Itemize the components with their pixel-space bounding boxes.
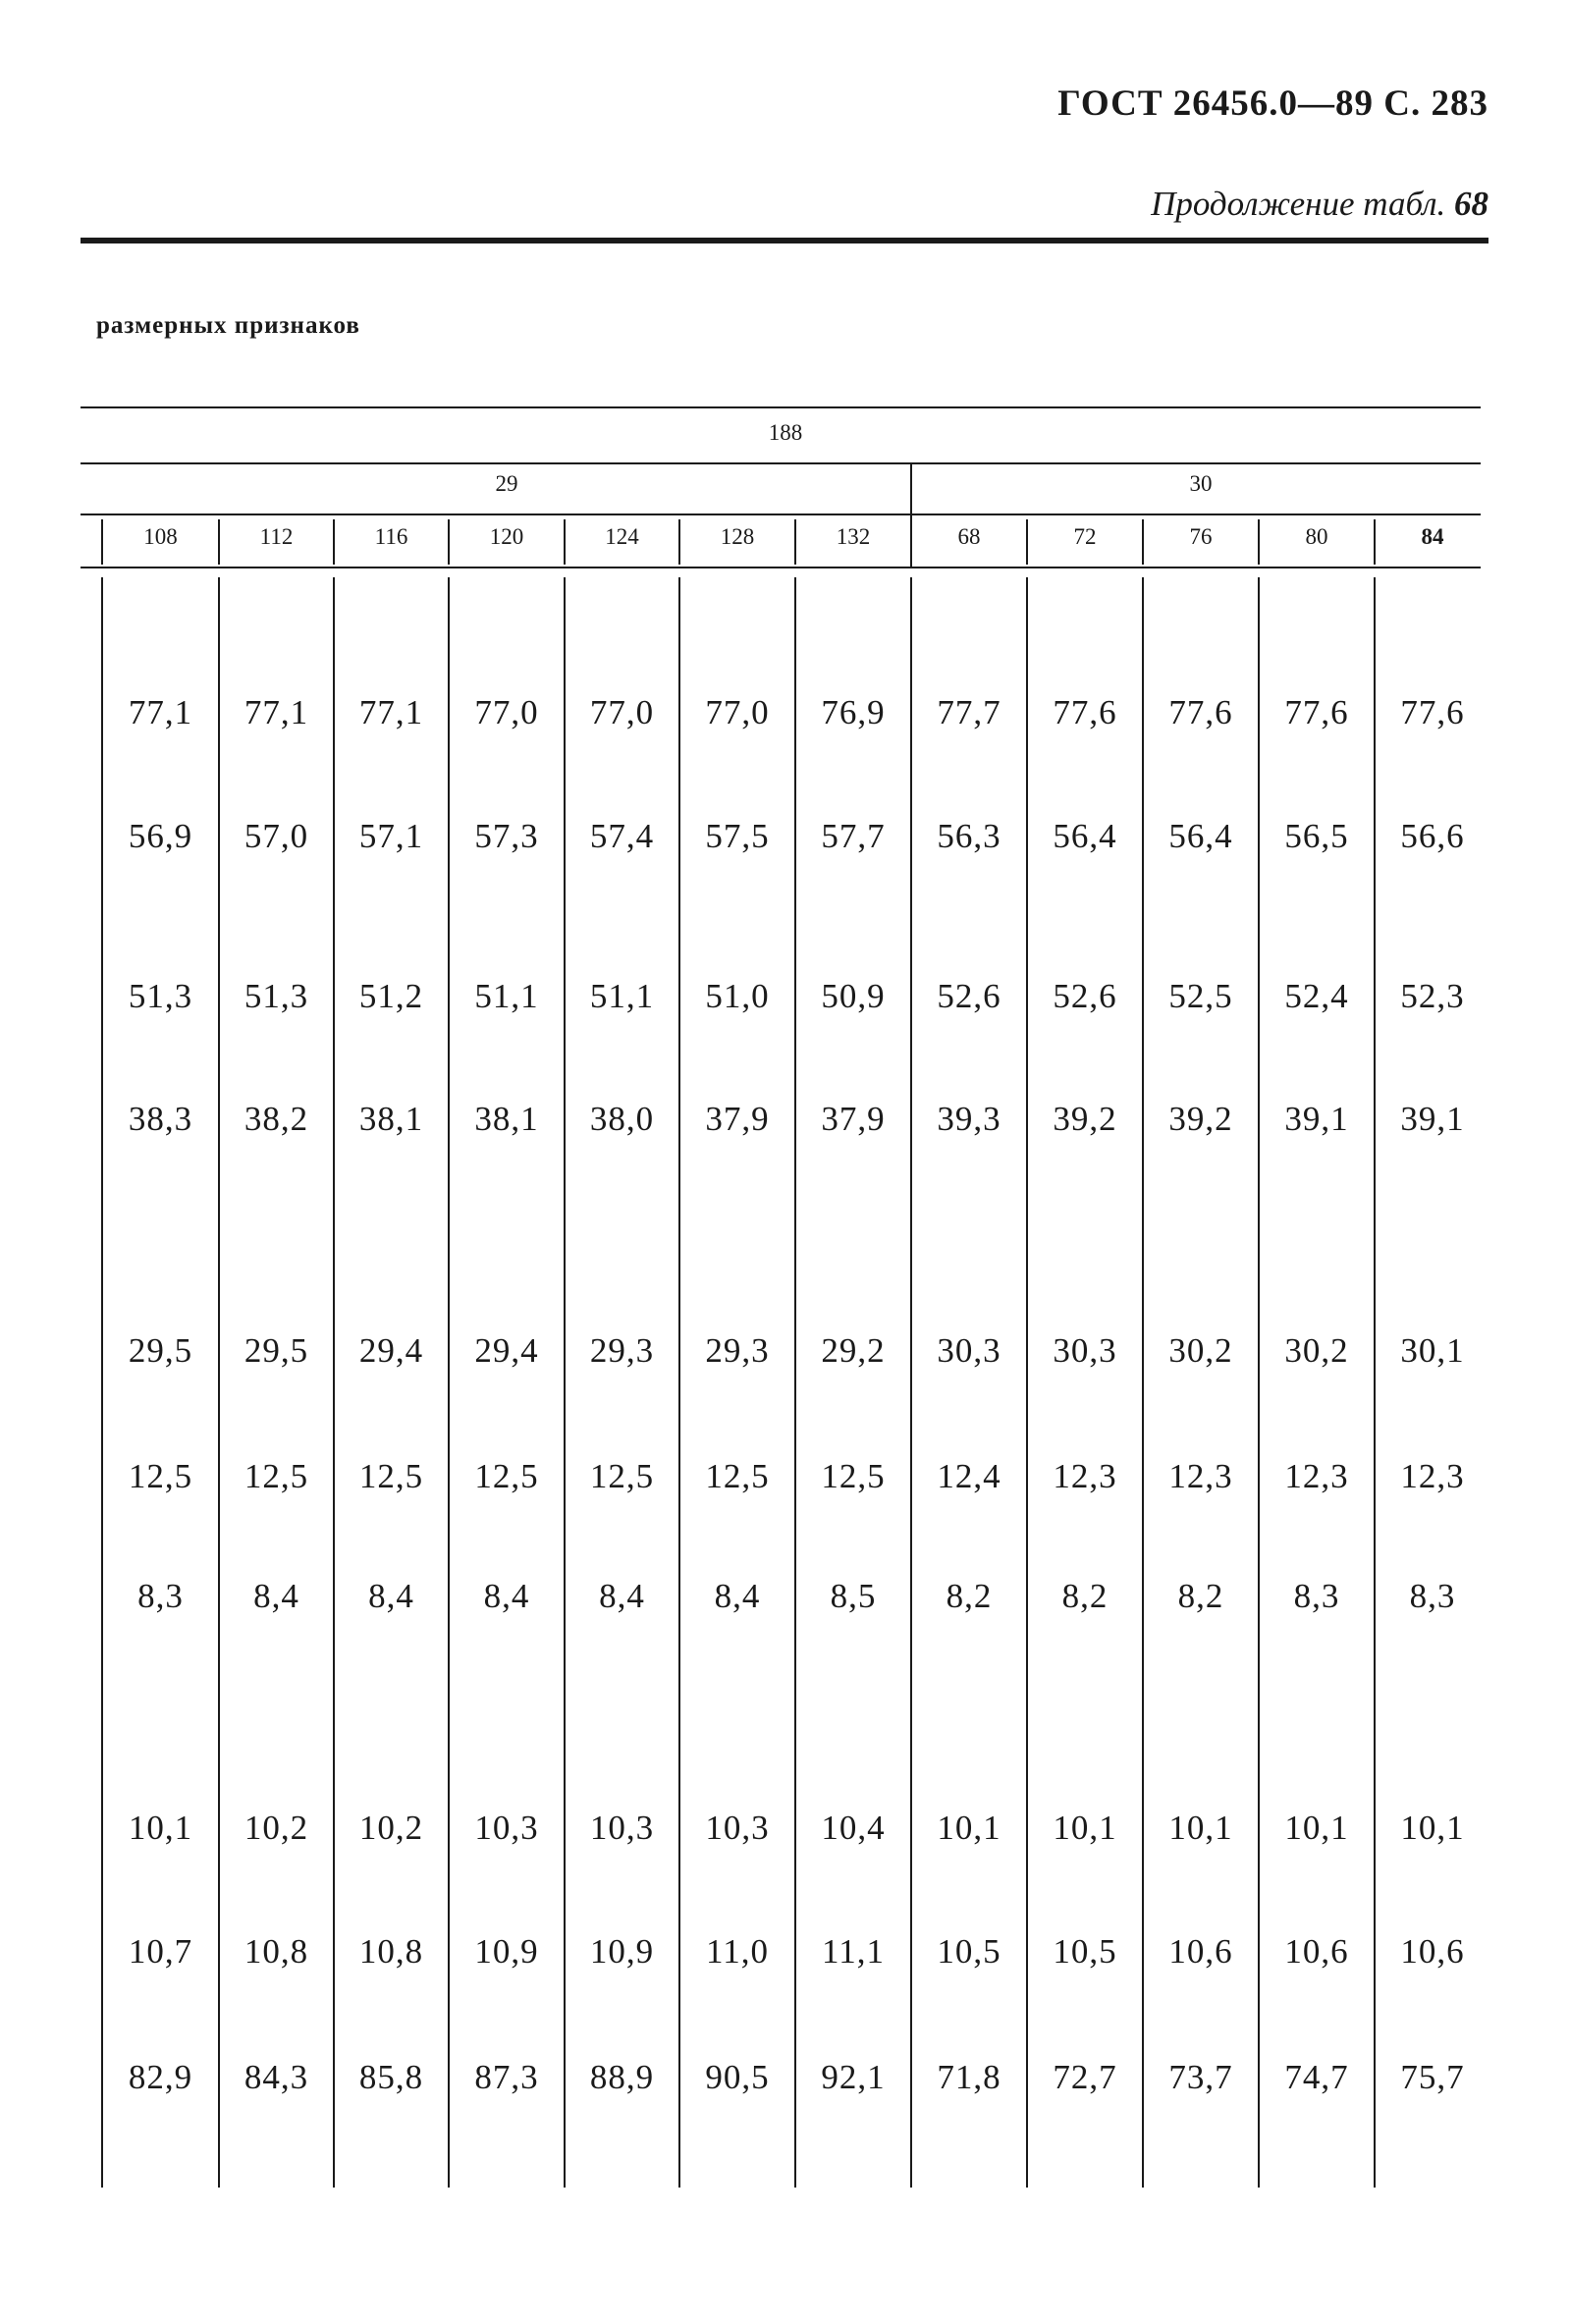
table-cell: 51,0: [705, 977, 770, 1015]
table-cell: 8,4: [253, 1577, 299, 1615]
header-bottom-rule: [81, 567, 1481, 568]
table-cell: 12,5: [128, 1457, 193, 1495]
table-cell: 10,1: [1284, 1809, 1349, 1847]
table-cell: 12,4: [937, 1457, 1001, 1495]
table-cell: 85,8: [358, 2058, 424, 2096]
table-cell: 10,1: [1400, 1809, 1465, 1847]
table-cell: 77,6: [1053, 693, 1117, 731]
table-number: 68: [1454, 185, 1488, 223]
table-cell: 71,8: [937, 2058, 1001, 2096]
table-cell: 30,1: [1400, 1331, 1465, 1370]
table-cell: 10,9: [474, 1932, 539, 1971]
column-header: 84: [1421, 524, 1444, 549]
body-column-separator: [910, 577, 912, 2188]
column-header: 76: [1189, 524, 1213, 549]
table-cell: 29,4: [358, 1331, 424, 1370]
table-cell: 56,3: [937, 817, 1001, 855]
table-cell: 37,9: [821, 1100, 886, 1138]
header-column-separator: [218, 519, 220, 565]
header-column-separator: [333, 519, 335, 565]
table-cell: 12,5: [243, 1457, 309, 1495]
table-cell: 10,1: [1168, 1809, 1233, 1847]
table-cell: 92,1: [821, 2058, 886, 2096]
table-cell: 8,3: [137, 1577, 184, 1615]
column-header: 124: [605, 524, 639, 549]
table-cell: 8,4: [368, 1577, 414, 1615]
table-cell: 10,2: [243, 1809, 309, 1847]
body-column-separator: [1258, 577, 1260, 2188]
table-cell: 38,2: [243, 1100, 309, 1138]
table-cell: 52,6: [937, 977, 1001, 1015]
table-cell: 39,3: [937, 1100, 1001, 1138]
table-cell: 10,1: [937, 1809, 1001, 1847]
table-cell: 52,5: [1168, 977, 1233, 1015]
table-cell: 11,1: [822, 1932, 885, 1971]
column-header: 112: [259, 524, 294, 549]
table-cell: 57,4: [589, 817, 655, 855]
table-cell: 10,3: [589, 1809, 655, 1847]
height-label: 188: [768, 420, 803, 445]
table-cell: 74,7: [1284, 2058, 1349, 2096]
table-cell: 57,7: [821, 817, 886, 855]
table-cell: 57,1: [358, 817, 424, 855]
column-header: 128: [720, 524, 755, 549]
table-cell: 51,3: [128, 977, 193, 1015]
table-cell: 12,5: [821, 1457, 886, 1495]
table-cell: 11,0: [706, 1932, 769, 1971]
header-column-separator: [1026, 519, 1028, 565]
table-cell: 77,6: [1400, 693, 1465, 731]
table-cell: 10,6: [1284, 1932, 1349, 1971]
table-cell: 77,1: [243, 693, 309, 731]
header-column-separator: [910, 519, 912, 565]
table-cell: 56,4: [1168, 817, 1233, 855]
table-cell: 30,2: [1168, 1331, 1233, 1370]
table-cell: 12,5: [589, 1457, 655, 1495]
body-column-separator: [794, 577, 796, 2188]
table-cell: 12,3: [1400, 1457, 1465, 1495]
table-cell: 8,4: [599, 1577, 645, 1615]
column-header: 132: [836, 524, 871, 549]
header-column-separator: [1142, 519, 1144, 565]
table-cell: 10,1: [128, 1809, 193, 1847]
table-cell: 52,6: [1053, 977, 1117, 1015]
table-cell: 10,5: [1053, 1932, 1117, 1971]
table-cell: 10,3: [705, 1809, 770, 1847]
table-cell: 87,3: [474, 2058, 539, 2096]
table-cell: 88,9: [589, 2058, 655, 2096]
table-cell: 8,5: [830, 1577, 877, 1615]
table-cell: 8,3: [1409, 1577, 1456, 1615]
body-column-separator: [1374, 577, 1376, 2188]
table-cell: 10,6: [1168, 1932, 1233, 1971]
table-cell: 29,3: [589, 1331, 655, 1370]
table-cell: 37,9: [705, 1100, 770, 1138]
table-cell: 29,5: [128, 1331, 193, 1370]
table-cell: 10,4: [821, 1809, 886, 1847]
table-cell: 10,2: [358, 1809, 424, 1847]
table-cell: 56,5: [1284, 817, 1349, 855]
table-cell: 75,7: [1400, 2058, 1465, 2096]
body-column-separator: [1142, 577, 1144, 2188]
table-cell: 56,4: [1053, 817, 1117, 855]
table-cell: 39,2: [1053, 1100, 1117, 1138]
table-cell: 12,5: [358, 1457, 424, 1495]
table-cell: 56,6: [1400, 817, 1465, 855]
table-cell: 73,7: [1168, 2058, 1233, 2096]
table-top-rule: [81, 406, 1481, 408]
table-cell: 77,0: [589, 693, 655, 731]
table-cell: 30,2: [1284, 1331, 1349, 1370]
header-column-separator: [564, 519, 566, 565]
table-cell: 10,1: [1053, 1809, 1117, 1847]
table-cell: 10,3: [474, 1809, 539, 1847]
table-cell: 51,1: [474, 977, 539, 1015]
body-column-separator: [564, 577, 566, 2188]
table-cell: 10,8: [243, 1932, 309, 1971]
table-cell: 77,7: [937, 693, 1001, 731]
table-cell: 39,2: [1168, 1100, 1233, 1138]
body-column-separator: [678, 577, 680, 2188]
table-cell: 57,3: [474, 817, 539, 855]
table-cell: 10,5: [937, 1932, 1001, 1971]
table-cell: 30,3: [1053, 1331, 1117, 1370]
header-column-separator: [101, 519, 103, 565]
table-cell: 84,3: [243, 2058, 309, 2096]
table-cell: 29,3: [705, 1331, 770, 1370]
table-cell: 38,1: [358, 1100, 424, 1138]
table-cell: 76,9: [821, 693, 886, 731]
table-cell: 29,5: [243, 1331, 309, 1370]
table-cell: 77,1: [128, 693, 193, 731]
table-cell: 77,6: [1168, 693, 1233, 731]
table-cell: 10,6: [1400, 1932, 1465, 1971]
table-cell: 29,2: [821, 1331, 886, 1370]
header-column-separator: [1374, 519, 1376, 565]
table-cell: 8,4: [714, 1577, 761, 1615]
table-cell: 12,3: [1284, 1457, 1349, 1495]
header-rule: [81, 238, 1488, 243]
table-cell: 51,1: [589, 977, 655, 1015]
continuation-text: Продолжение табл.: [1151, 185, 1446, 223]
table-cell: 38,1: [474, 1100, 539, 1138]
table-continuation-label: [1151, 185, 1488, 224]
table-cell: 77,6: [1284, 693, 1349, 731]
table-cell: 52,4: [1284, 977, 1349, 1015]
group-label: 30: [1189, 471, 1213, 496]
table-cell: 52,3: [1400, 977, 1465, 1015]
group-label: 29: [495, 471, 518, 496]
column-header: 108: [143, 524, 178, 549]
table-cell: 29,4: [474, 1331, 539, 1370]
table-subheading: размерных признаков: [96, 312, 360, 339]
table-cell: 38,3: [128, 1100, 193, 1138]
column-header: 120: [489, 524, 524, 549]
table-cell: 10,7: [128, 1932, 193, 1971]
body-column-separator: [101, 577, 103, 2188]
body-column-separator: [448, 577, 450, 2188]
table-cell: 8,2: [946, 1577, 993, 1615]
table-cell: 12,5: [474, 1457, 539, 1495]
table-cell: 8,3: [1293, 1577, 1340, 1615]
table-cell: 8,2: [1061, 1577, 1109, 1615]
table-cell: 12,5: [705, 1457, 770, 1495]
table-cell: 51,3: [243, 977, 309, 1015]
table-cell: 57,5: [705, 817, 770, 855]
table-cell: 38,0: [589, 1100, 655, 1138]
table-cell: 12,3: [1168, 1457, 1233, 1495]
table-cell: 8,4: [483, 1577, 530, 1615]
page-header: ГОСТ 26456.0—89 С. 283: [1057, 83, 1488, 124]
body-column-separator: [1026, 577, 1028, 2188]
body-column-separator: [333, 577, 335, 2188]
table-cell: 57,0: [243, 817, 309, 855]
table-cell: 10,9: [589, 1932, 655, 1971]
table-cell: 72,7: [1053, 2058, 1117, 2096]
table-cell: 77,0: [705, 693, 770, 731]
table-cell: 77,1: [358, 693, 424, 731]
table-cell: 39,1: [1400, 1100, 1465, 1138]
column-header: 68: [957, 524, 981, 549]
header-column-separator: [678, 519, 680, 565]
table-cell: 8,2: [1177, 1577, 1224, 1615]
height-row-rule: [81, 462, 1481, 464]
group-row-rule: [81, 513, 1481, 515]
header-column-separator: [794, 519, 796, 565]
header-column-separator: [1258, 519, 1260, 565]
table-cell: 30,3: [937, 1331, 1001, 1370]
table-cell: 12,3: [1053, 1457, 1117, 1495]
column-header: 72: [1073, 524, 1097, 549]
table-cell: 56,9: [128, 817, 193, 855]
column-header: 116: [374, 524, 408, 549]
column-header: 80: [1305, 524, 1328, 549]
table-cell: 50,9: [821, 977, 886, 1015]
table-cell: 51,2: [358, 977, 424, 1015]
table-cell: 10,8: [358, 1932, 424, 1971]
table-cell: 39,1: [1284, 1100, 1349, 1138]
header-column-separator: [448, 519, 450, 565]
body-column-separator: [218, 577, 220, 2188]
table-cell: 82,9: [128, 2058, 193, 2096]
table-cell: 90,5: [705, 2058, 770, 2096]
table-cell: 77,0: [474, 693, 539, 731]
